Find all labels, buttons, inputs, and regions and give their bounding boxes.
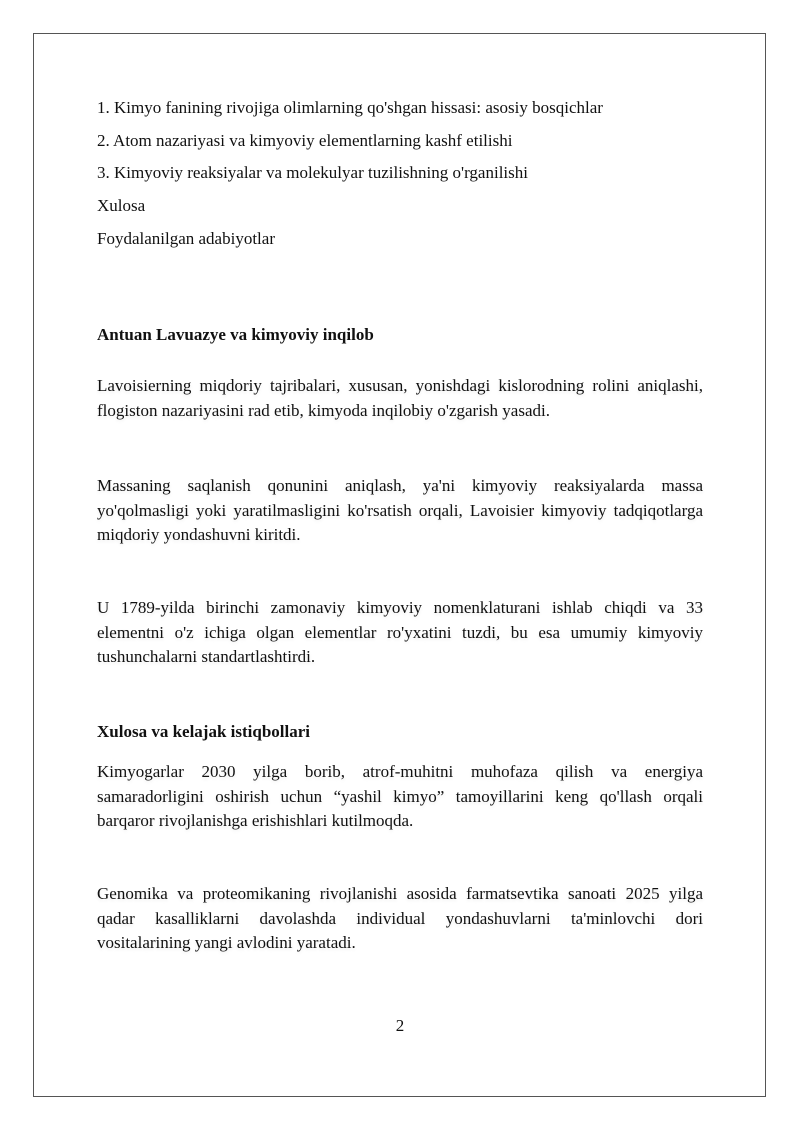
paragraph: Massaning saqlanish qonunini aniqlash, ya'ni kimyoviy reaksiyalarda massa yo'qolmasligi yoki yaratilmasligini ko'rsatish orqali, Lavoisier kimyoviy tadqiqotlarga miqdoriy yondashuvni kiritdi. xyxy=(97,476,703,544)
toc-item: 2. Atom nazariyasi va kimyoviy elementlarning kashf etilishi xyxy=(97,131,513,150)
toc-item: 3. Kimyoviy reaksiyalar va molekulyar tuzilishning o'rganilishi xyxy=(97,163,528,182)
section-heading: Xulosa va kelajak istiqbollari xyxy=(97,722,311,741)
section-heading: Antuan Lavuazye va kimyoviy inqilob xyxy=(97,325,374,344)
paragraph: Lavoisierning miqdoriy tajribalari, xususan, yonishdagi kislorodning rolini aniqlashi, flogiston nazariyasini rad etib, kimyoda inqilobiy o'zgarish yasadi. xyxy=(97,376,703,420)
toc-item: Xulosa xyxy=(97,196,146,215)
page-number: 2 xyxy=(395,1016,405,1035)
paragraph: Kimyogarlar 2030 yilga borib, atrof-muhitni muhofaza qilish va energiya samaradorligini oshirish uchun “yashil kimyo” tamoyillarini keng qo'llash orqali barqaror rivojlanishga erishishlari kutilmoqda. xyxy=(97,762,703,830)
toc-item: Foydalanilgan adabiyotlar xyxy=(97,229,275,248)
paragraph: U 1789-yilda birinchi zamonaviy kimyoviy nomenklaturani ishlab chiqdi va 33 elementni o'z ichiga olgan elementlar ro'yxatini tuzdi, bu esa umumiy kimyoviy tushunchalarni standartlashtirdi. xyxy=(97,598,703,666)
toc-item: 1. Kimyo fanining rivojiga olimlarning qo'shgan hissasi: asosiy bosqichlar xyxy=(97,98,603,117)
paragraph: Genomika va proteomikaning rivojlanishi asosida farmatsevtika sanoati 2025 yilga qadar kasalliklarni davolashda individual yondashuvlarni ta'minlovchi dori vositalarining yangi avlodini yaratadi. xyxy=(97,884,703,952)
